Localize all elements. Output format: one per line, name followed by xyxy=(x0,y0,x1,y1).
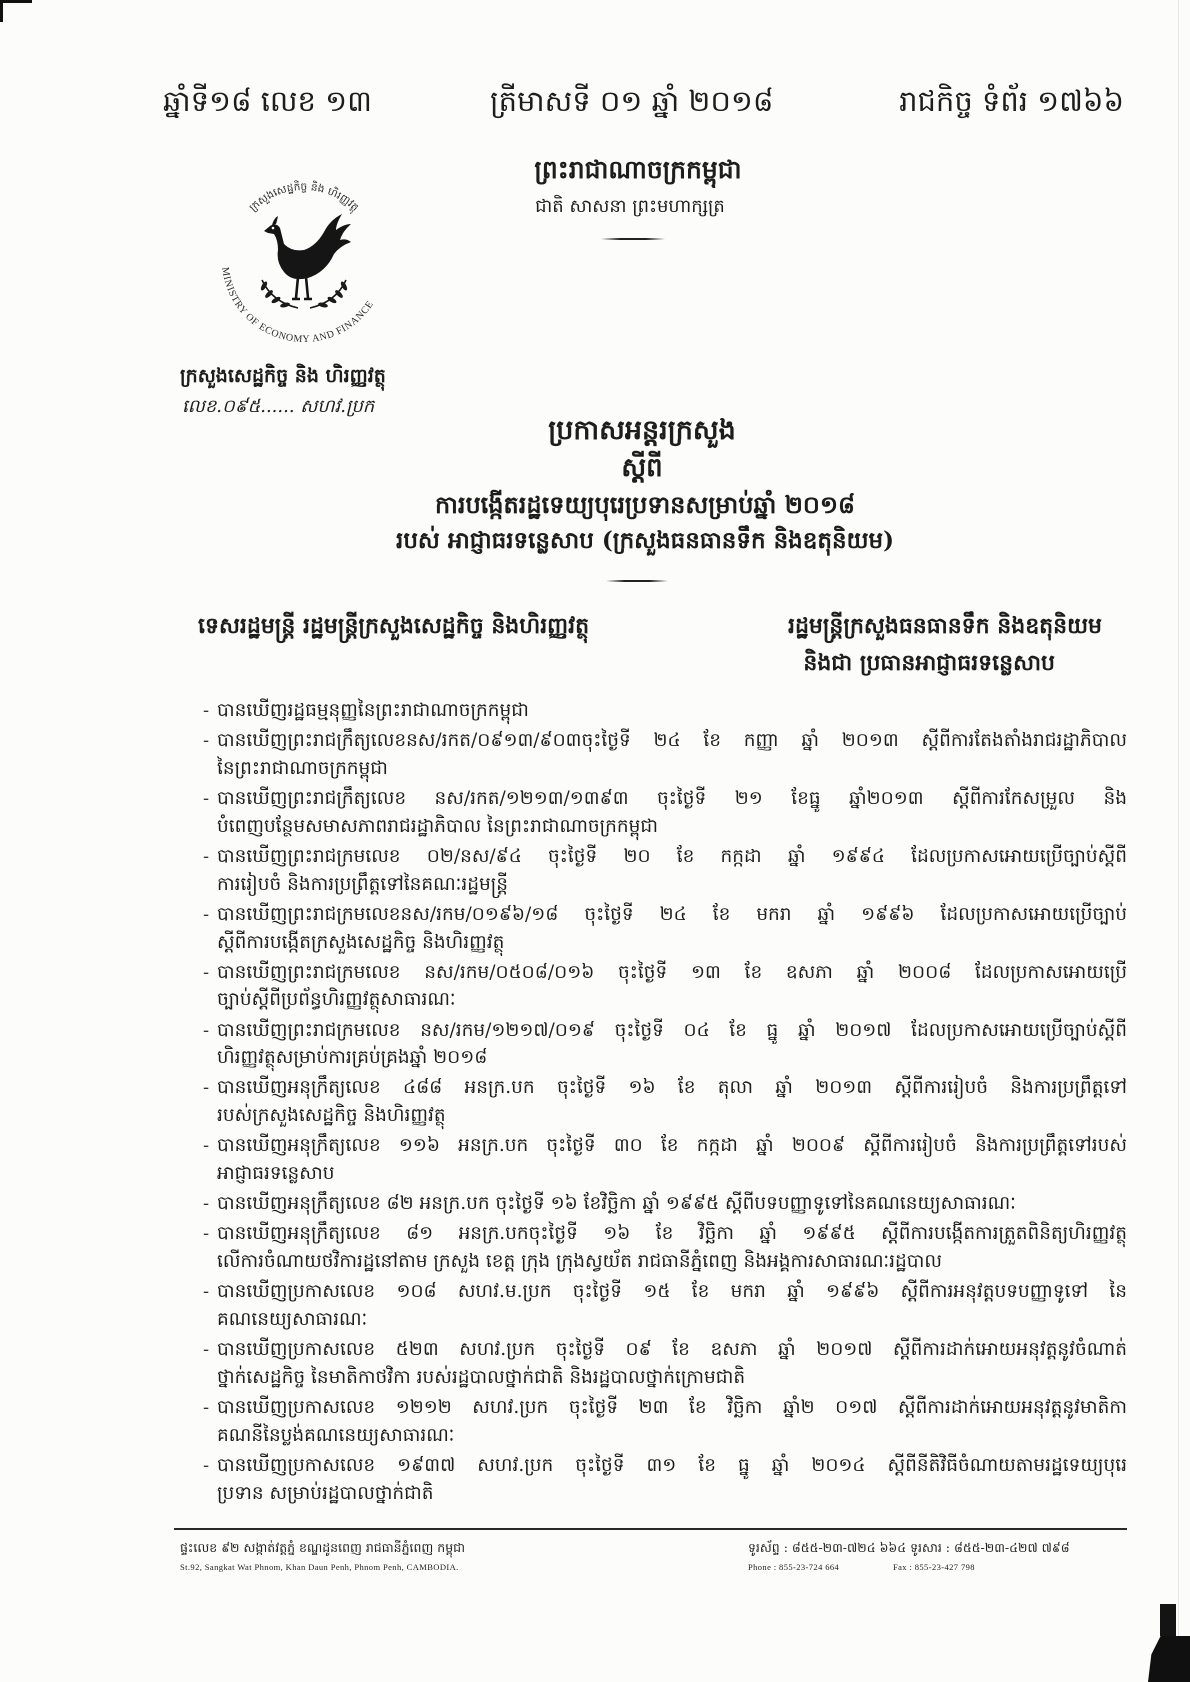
reference-item xyxy=(217,959,1127,1015)
scan-mark xyxy=(0,0,32,3)
wreath-icon xyxy=(260,280,349,308)
reference-line: - បានឃើញអនុក្រឹត្យលេខ ៨១ អនក្រ.បកចុះថ្ងៃទី ១៦ ខែ វិច្ឆិកា ឆ្នាំ ១៩៩៥ ស្តីពីការបង្កើតការត្រួតពិនិត្យហិរញ្ញវត្ថុ xyxy=(217,1223,1127,1245)
scan-mark xyxy=(0,0,3,22)
reference-item xyxy=(217,1017,1127,1073)
reference-line: - បានឃើញអនុក្រឹត្យលេខ ៤៨៨ អនក្រ.បក ចុះថ្ងៃទី ១៦ ខែ តុលា ឆ្នាំ ២០១៣ ស្តីពីការរៀបចំ និងការប្រព្រឹត្តទៅ xyxy=(217,1077,1127,1099)
reference-line: ច្បាប់ស្តីពីប្រព័ន្ធហិរញ្ញវត្ថុសាធារណៈ xyxy=(217,989,456,1011)
reference-line: ថ្នាក់សេដ្ឋកិច្ច នៃមាតិកាថវិកា របស់រដ្ឋបាលថ្នាក់ជាតិ និងរដ្ឋបាលថ្នាក់ក្រោមជាតិ xyxy=(217,1366,746,1388)
footer-phone: Phone : 855-23-724 664 xyxy=(748,1562,840,1572)
ministry-seal xyxy=(212,168,396,352)
reference-item xyxy=(217,1394,1127,1450)
reference-item xyxy=(217,727,1127,783)
gazette-year-issue: ឆ្នាំទី១៨ លេខ ១៣ xyxy=(163,84,372,118)
reference-item xyxy=(217,1278,1127,1334)
document-subject: ការបង្កើតរដ្ឋទេយ្យបុរេប្រទានសម្រាប់ឆ្នាំ ២០១៨ xyxy=(434,490,856,519)
footer-fax: Fax : 855-23-427 798 xyxy=(893,1562,975,1572)
reference-line: ស្តីពីការបង្កើតក្រសួងសេដ្ឋកិច្ច និងហិរញ្ញវត្ថុ xyxy=(217,931,505,953)
bird-emblem-icon xyxy=(264,214,351,299)
reference-item xyxy=(217,697,1127,725)
reference-line: - បានឃើញប្រកាសលេខ ១០៨ សហវ.ម.ប្រក ចុះថ្ងៃទី ១៥ ខែ មករា ឆ្នាំ ១៩៩៦ ស្តីពីការអនុវត្តបទបញ្ញាទូទៅ នៃ xyxy=(217,1281,1127,1303)
signatory-water-minister: រដ្ឋមន្ត្រីក្រសួងធនធានទឹក និងឧតុនិយម xyxy=(787,613,1102,639)
kingdom-motto: ជាតិ សាសនា ព្រះមហាក្សត្រ xyxy=(535,196,725,217)
reference-item xyxy=(217,1074,1127,1130)
signatory-finance-minister: ទេសរដ្ឋមន្ត្រី រដ្ឋមន្ត្រីក្រសួងសេដ្ឋកិច្ច និងហិរញ្ញវត្ថុ xyxy=(198,613,590,639)
title-about: ស្តីពី xyxy=(621,453,663,483)
reference-item xyxy=(217,1220,1127,1276)
scan-artifact xyxy=(1148,1636,1190,1682)
reference-line: - បានឃើញអនុក្រឹត្យលេខ ៨២ អនក្រ.បក ចុះថ្ងៃទី ១៦ ខែវិច្ឆិកា ឆ្នាំ ១៩៩៥ ស្តីពីបទបញ្ញាទូទៅនៃគណនេយ្យសាធារណៈ xyxy=(217,1193,1016,1215)
reference-line: - បានឃើញរដ្ឋធម្មនុញ្ញនៃព្រះរាជាណាចក្រកម្ពុជា xyxy=(217,700,529,721)
reference-line: អាជ្ញាធរទន្លេសាប xyxy=(217,1163,335,1185)
reference-line: ប្រទាន សម្រាប់រដ្ឋបាលថ្នាក់ជាតិ xyxy=(217,1482,434,1504)
reference-line: គណនីនៃប្លង់គណនេយ្យសាធារណៈ xyxy=(217,1424,455,1446)
reference-line: នៃព្រះរាជាណាចក្រកម្ពុជា xyxy=(217,757,388,779)
reference-line: បំពេញបន្ថែមសមាសភាពរាជរដ្ឋាភិបាល នៃព្រះរាជាណាចក្រកម្ពុជា xyxy=(217,815,659,837)
document-type: ប្រកាសអន្តរក្រសួង xyxy=(548,415,736,446)
ornament-divider xyxy=(606,580,668,582)
reference-item xyxy=(217,1132,1127,1188)
scan-artifact xyxy=(1160,1604,1176,1636)
gazette-page-number: រាជកិច្ច ទំព័រ ១៧៦៦ xyxy=(899,84,1124,118)
reference-line: លើការចំណាយថវិការដ្ឋនៅតាម ក្រសួង ខេត្ត ក្រុង ក្រុងស្វយ័ត រាជធានីភ្នំពេញ និងអង្គការសាធារណៈរដ្ឋបាល xyxy=(217,1251,943,1273)
ornament-divider xyxy=(601,238,665,240)
reference-line: - បានឃើញព្រះរាជក្រមលេខ នស/រកម/០៥០៨/០១៦ ចុះថ្ងៃទី ១៣ ខែ ឧសភា ឆ្នាំ ២០០៨ ដែលប្រកាសអោយប្រើ xyxy=(217,961,1127,983)
footer-address-english: St.92, Sangkat Wat Phnom, Khan Daun Penh, Phnom Penh, CAMBODIA. xyxy=(180,1562,459,1572)
reference-line: - បានឃើញព្រះរាជក្រឹត្យលេខនស/រកត/០៩១៣/៩០៣ចុះថ្ងៃទី ២៤ ខែ កញ្ញា ឆ្នាំ ២០១៣ ស្តីពីការតែងតាំងរាជរដ្ឋាភិបាល xyxy=(217,730,1127,752)
reference-line: - បានឃើញព្រះរាជក្រមលេខ ០២/នស/៩៤ ចុះថ្ងៃទី ២០ ខែ កក្កដា ឆ្នាំ ១៩៩៤ ដែលប្រកាសអោយប្រើច្បាប់ស្តីពី xyxy=(217,845,1127,867)
reference-line: - បានឃើញប្រកាសលេខ ៥២៣ សហវ.ប្រក ចុះថ្ងៃទី ០៩ ខែ ឧសភា ឆ្នាំ ២០១៧ ស្តីពីការដាក់អោយអនុវត្តនូវចំណាត់ xyxy=(217,1339,1127,1361)
document-subject-entity: របស់ អាជ្ញាធរទន្លេសាប (ក្រសួងធនធានទឹក និងឧតុនិយម) xyxy=(396,527,894,554)
reference-line: ការរៀបចំ និងការប្រព្រឹត្តទៅនៃគណៈរដ្ឋមន្ត្រី xyxy=(217,873,509,895)
kingdom-name: ព្រះរាជាណាចក្រកម្ពុជា xyxy=(534,155,742,184)
reference-line: របស់ក្រសួងសេដ្ឋកិច្ច និងហិរញ្ញវត្ថុ xyxy=(217,1105,446,1127)
reference-line: គណនេយ្យសាធារណៈ xyxy=(217,1309,368,1330)
reference-item xyxy=(217,1336,1127,1392)
reference-line: - បានឃើញប្រកាសលេខ ១៩៣៧ សហវ.ប្រក ចុះថ្ងៃទី ៣១ ខែ ធ្នូ ឆ្នាំ ២០១៤ ស្តីពីនីតិវិធីចំណាយតាមរដ្ឋទេយ្យបុរេ xyxy=(217,1454,1127,1476)
reference-line: - បានឃើញព្រះរាជក្រមលេខនស/រកម/០១៩៦/១៨ ចុះថ្ងៃទី ២៤ ខែ មករា ឆ្នាំ ១៩៩៦ ដែលប្រកាសអោយប្រើច្បាប់ xyxy=(217,903,1127,925)
scan-edge xyxy=(1178,0,1179,1682)
footer-divider xyxy=(174,1528,1127,1530)
gazette-quarter: ត្រីមាសទី ០១ ឆ្នាំ ២០១៨ xyxy=(490,84,774,118)
reference-line: - បានឃើញអនុក្រឹត្យលេខ ១១៦ អនក្រ.បក ចុះថ្ងៃទី ៣០ ខែ កក្កដា ឆ្នាំ ២០០៩ ស្តីពីការរៀបចំ និងការប្រព្រឹត្តទៅរបស់ xyxy=(217,1135,1127,1157)
reference-item xyxy=(217,1190,1127,1218)
signatory-water-minister-role: និងជា ប្រធានអាជ្ញាធរទន្លេសាប xyxy=(803,650,1055,676)
footer-address-khmer: ផ្ទះលេខ ៩២ សង្កាត់វត្តភ្នំ ខណ្ឌដូនពេញ រាជធានីភ្នំពេញ កម្ពុជា xyxy=(180,1540,466,1555)
reference-item xyxy=(217,785,1127,841)
footer-contact-khmer: ទូរស័ព្ទ : ៨៥៥-២៣-៧២៤ ៦៦៤ ទូរសារ : ៨៥៥-២៣-៤២៧ ៧៩៨ xyxy=(748,1540,1070,1555)
reference-line: - បានឃើញព្រះរាជក្រឹត្យលេខ នស/រកត/១២១៣/១៣៩៣ ចុះថ្ងៃទី ២១ ខែធ្នូ ឆ្នាំ២០១៣ ស្តីពីការកែសម្រួល និង xyxy=(217,787,1127,809)
reference-item xyxy=(217,901,1127,957)
reference-item xyxy=(217,843,1127,899)
reference-item xyxy=(217,1452,1127,1508)
issuing-ministry: ក្រសួងសេដ្ឋកិច្ច និង ហិរញ្ញវត្ថុ xyxy=(180,365,386,387)
reference-line: - បានឃើញព្រះរាជក្រមលេខ នស/រកម/១២១៧/០១៩ ចុះថ្ងៃទី ០៤ ខែ ធ្នូ ឆ្នាំ ២០១៧ ដែលប្រកាសអោយប្រើច្បាប់ស្តីពី xyxy=(217,1019,1127,1041)
reference-number: លេខ.០៩៥...... សហវ.ប្រក xyxy=(182,396,375,417)
reference-line: - បានឃើញប្រកាសលេខ ១២១២ សហវ.ប្រក ចុះថ្ងៃទី ២៣ ខែ វិច្ឆិកា ឆ្នាំ២ ០១៧ ស្តីពីការដាក់អោយអនុវត្តនូវមាតិកា xyxy=(217,1396,1127,1418)
seal-khmer-text: ក្រសួងសេដ្ឋកិច្ច និង ហិរញ្ញវត្ថុ xyxy=(247,180,361,214)
legal-references-list xyxy=(217,697,1127,1510)
seal-english-text: MINISTRY OF ECONOMY AND FINANCE xyxy=(219,266,377,346)
reference-line: ហិរញ្ញវត្ថុសម្រាប់ការគ្រប់គ្រងឆ្នាំ ២០១៨ xyxy=(217,1047,488,1069)
